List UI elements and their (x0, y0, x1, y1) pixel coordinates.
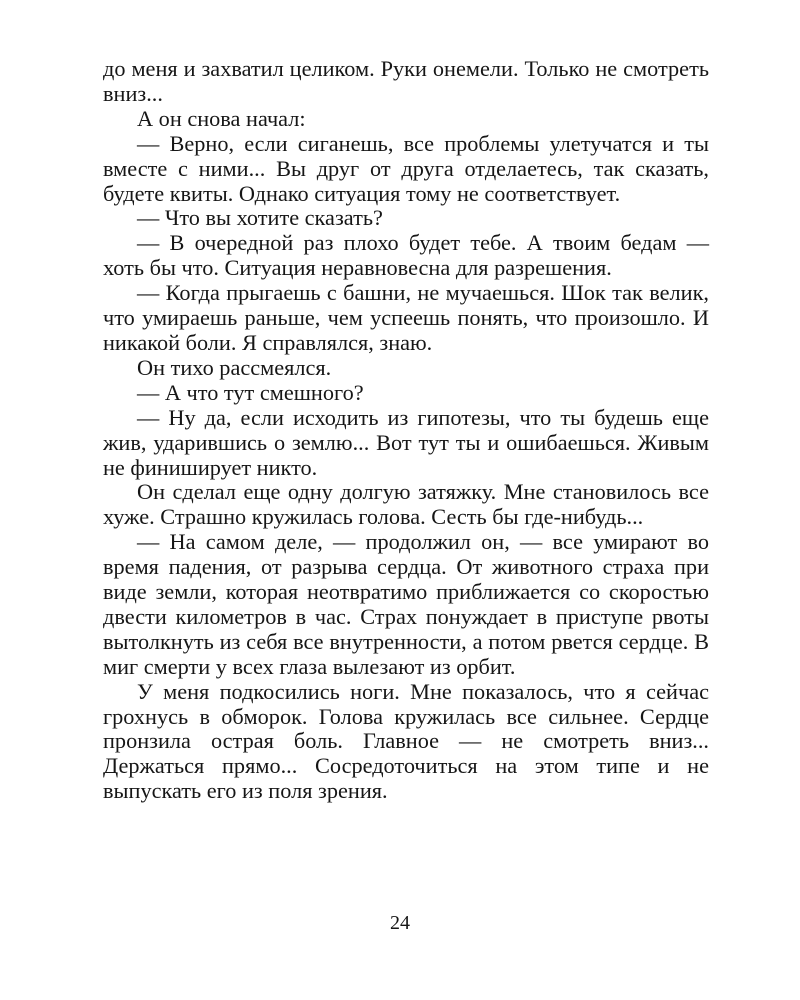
paragraph: — Верно, если сиганешь, все проблемы улетучатся и ты вместе с ними... Вы друг от друга отделаетесь, так сказать, будете квиты. Однако ситуация тому не соответствует. (103, 130, 709, 206)
paragraph: — Когда прыгаешь с башни, не мучаешься. Шок так велик, что умираешь раньше, чем успеешь понять, что произошло. И никакой боли. Я справлялся, знаю. (103, 280, 709, 355)
paragraph: Он сделал еще одну долгую затяжку. Мне становилось все хуже. Страшно кружилась голова. Сесть бы где-нибудь... (103, 479, 709, 530)
paragraph: до меня и захватил целиком. Руки онемели. Только не смотреть вниз... (103, 56, 709, 106)
paragraph: У меня подкосились ноги. Мне показалось, что я сейчас грохнусь в обморок. Голова кружилась все сильнее. Сердце пронзила острая боль. Главное — не смотреть вниз... Держаться прямо... Сосредоточиться на этом типе и не выпускать его из поля зрения. (103, 678, 709, 804)
paragraph: — А что тут смешного? (137, 379, 364, 405)
paragraph: Он тихо рассмеялся. (137, 354, 332, 380)
page-number: 24 (390, 912, 410, 934)
paragraph: А он снова начал: (137, 105, 306, 131)
page-body (103, 57, 709, 804)
paragraph: — Ну да, если исходить из гипотезы, что ты будешь еще жив, ударившись о землю... Вот тут ты и ошибаешься. Живым не финиширует никто. (103, 404, 709, 480)
paragraph: — В очередной раз плохо будет тебе. А твоим бедам — хоть бы что. Ситуация неравновесна для разрешения. (103, 230, 709, 281)
paragraph: — Что вы хотите сказать? (137, 205, 383, 231)
paragraph: — На самом деле, — продолжил он, — все умирают во время падения, от разрыва сердца. От животного страха при виде земли, которая неотвратимо приближается со скоростью двести километров в час. Страх понуждает в приступе рвоты вытолкнуть из себя все внутренности, а потом рвется сердце. В миг смерти у всех глаза вылезают из орбит. (103, 529, 709, 679)
